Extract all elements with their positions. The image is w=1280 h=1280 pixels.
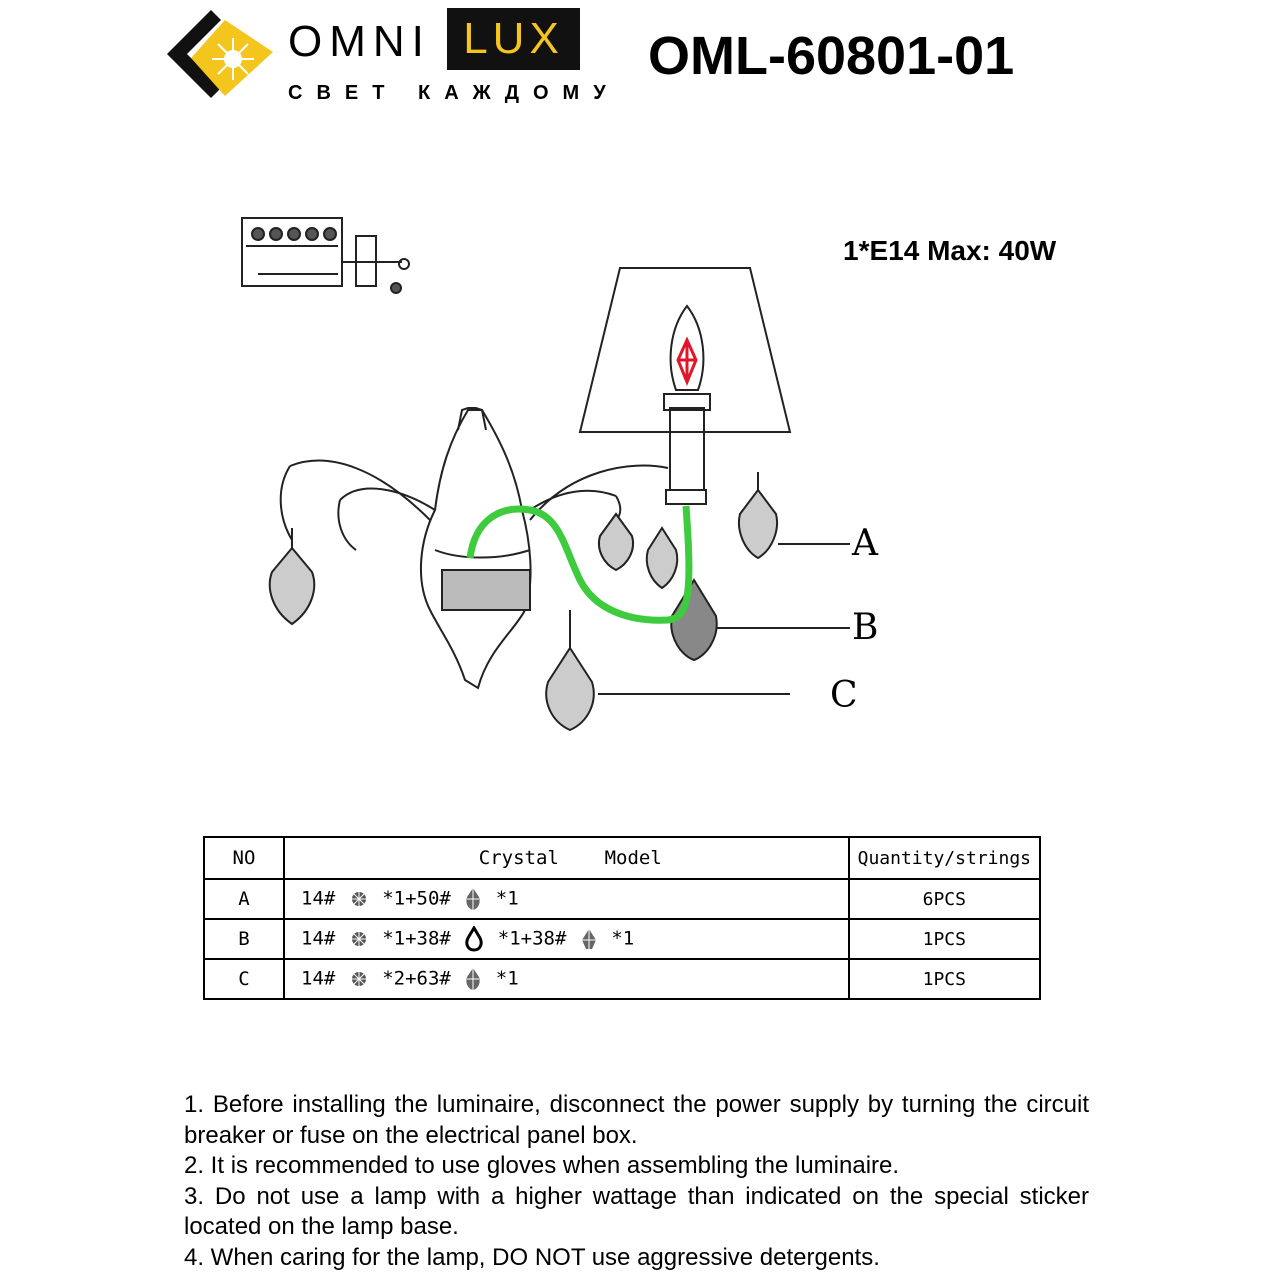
- row-model: [284, 879, 849, 919]
- row-qty: 1PCS: [849, 959, 1040, 999]
- omnilux-logo-icon: [165, 8, 277, 104]
- header-crystal-model: Crystal Model: [284, 837, 849, 879]
- instruction-item: 3. Do not use a lamp with a higher wattage than indicated on the special sticker located on the lamp base.: [184, 1182, 1089, 1240]
- instruction-item: 4. When caring for the lamp, DO NOT use aggressive detergents.: [184, 1243, 880, 1271]
- crystal-table: [203, 836, 1041, 1000]
- drop-crystal-icon: [465, 967, 481, 991]
- octagon-bead-icon: [350, 970, 368, 988]
- safety-instructions: [184, 1090, 1089, 1273]
- faceted-crystal-icon: [581, 928, 597, 950]
- part-text: *1+50#: [382, 887, 451, 910]
- part-text: 14#: [301, 967, 336, 990]
- pendant-crystal-icon: [465, 926, 483, 952]
- row-qty: 6PCS: [849, 879, 1040, 919]
- row-model: [284, 959, 849, 999]
- part-text: *1: [495, 887, 519, 910]
- callout-a: A: [852, 523, 878, 564]
- octagon-bead-icon: [350, 890, 368, 908]
- header-no: NO: [204, 837, 284, 879]
- instruction-item: 1. Before installing the luminaire, disconnect the power supply by turning the circuit breaker or fuse on the electrical panel box.: [184, 1091, 1089, 1149]
- brand-name-lux: LUX: [447, 8, 580, 70]
- terminal-block-icon: [242, 218, 409, 293]
- row-no: B: [204, 919, 284, 959]
- part-text: *1: [495, 967, 519, 990]
- table-header-row: [204, 837, 1040, 879]
- octagon-bead-icon: [350, 930, 368, 948]
- table-row: [204, 959, 1040, 999]
- part-text: 14#: [301, 887, 336, 910]
- lamp-spec: 1*E14 Max: 40W: [843, 235, 1057, 266]
- part-text: *1+38#: [497, 927, 567, 950]
- row-no: C: [204, 959, 284, 999]
- drop-crystal-icon: [465, 887, 481, 911]
- table-row: [204, 919, 1040, 959]
- part-text: *1+38#: [382, 927, 451, 950]
- model-number: OML-60801-01: [648, 26, 1015, 86]
- row-qty: 1PCS: [849, 919, 1040, 959]
- part-text: *2+63#: [382, 967, 451, 990]
- table-row: [204, 879, 1040, 919]
- callout-c: C: [830, 675, 858, 716]
- brand-name-omni: OMNI: [288, 17, 431, 66]
- instruction-item: 2. It is recommended to use gloves when assembling the luminaire.: [184, 1152, 900, 1179]
- part-text: 14#: [301, 927, 336, 950]
- brand-tagline: СВЕТ КАЖДОМУ: [288, 82, 620, 104]
- row-model: [284, 919, 849, 959]
- row-no: A: [204, 879, 284, 919]
- sconce-drawing: [230, 210, 890, 750]
- part-text: *1: [611, 927, 635, 950]
- callout-b: B: [852, 607, 879, 648]
- header-quantity: Quantity/strings: [849, 837, 1040, 879]
